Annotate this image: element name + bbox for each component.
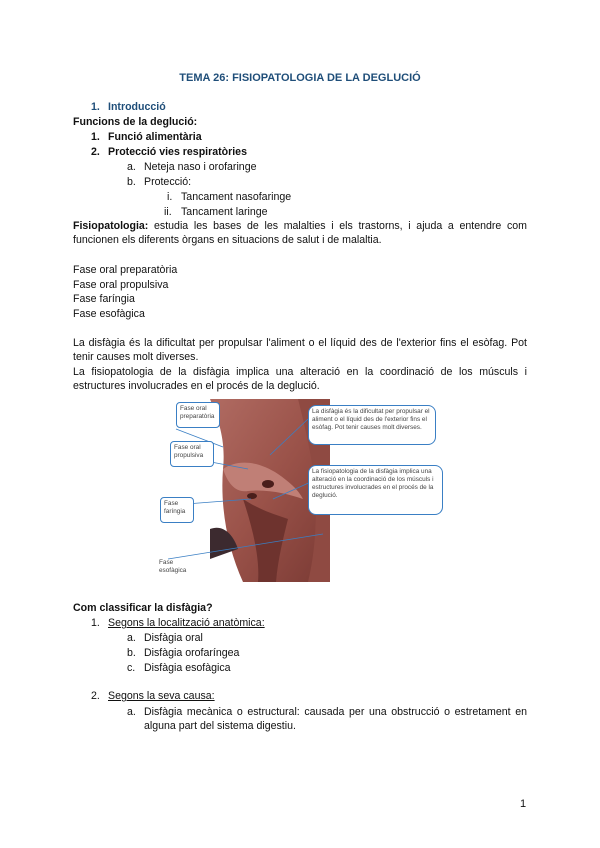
fisiopatologia-text: estudia les bases de les malalties i els trastorns, i ajuda a entendre com funcionen els diferents òrgans en situacions de salut i de malaltia. — [73, 220, 527, 247]
page-number: 1 — [520, 798, 527, 810]
disfagia-definition: La disfàgia és la dificultat per propulsar l'aliment o el líquid des de l'exterior fins el esòfag. Pot tenir causes molt diverses. — [73, 337, 527, 364]
label-fase-oral-preparatoria: Fase oral preparatòria — [176, 402, 220, 428]
list-item: Protecció: — [144, 176, 192, 188]
callout-disfagia-fisiopatologia: La fisiopatologia de la disfàgia implica una alteració en la coordinació de los músculs i estructures involucrades en el procés de la deglució. — [308, 465, 443, 515]
list-item: Disfàgia orofaríngea — [144, 647, 240, 659]
list-roman: ii. — [164, 206, 172, 218]
list-item: Protecció vies respiratòries — [108, 146, 247, 158]
list-item: Tancament nasofaringe — [181, 191, 292, 203]
page-title: TEMA 26: FISIOPATOLOGIA DE LA DEGLUCIÓ — [179, 72, 421, 84]
callout-disfagia-definition: La disfàgia és la dificultat per propulsar el aliment o el líquid des de l'exterior fins el esòfag. Pot tenir causes molt diverses. — [308, 405, 436, 445]
section-number: 1. — [91, 101, 100, 113]
list-item: Funció alimentària — [108, 131, 202, 143]
list-letter: a. — [127, 706, 136, 718]
fase-item: Fase faríngia — [73, 293, 135, 305]
list-item: Disfàgia mecànica o estructural: causada per una obstrucció o estretament en alguna part del sistema digestiu. — [144, 706, 527, 733]
list-item: Neteja naso i orofaringe — [144, 161, 257, 173]
fase-item: Fase oral propulsiva — [73, 279, 169, 291]
classify-group-heading: Segons la seva causa: — [108, 690, 215, 702]
disfagia-fisiopatologia: La fisiopatologia de la disfàgia implica una alteració en la coordinació de los músculs i estructures involucrades en el procés de la deglució. — [73, 366, 527, 393]
list-item: Tancament laringe — [181, 206, 268, 218]
section-heading: Introducció — [108, 101, 166, 113]
label-fase-esofagica: Fase esofàgica — [159, 559, 187, 574]
classify-group-heading: Segons la localització anatòmica: — [108, 617, 265, 629]
list-letter: a. — [127, 632, 136, 644]
fase-item: Fase oral preparatòria — [73, 264, 178, 276]
list-letter: b. — [127, 647, 136, 659]
classify-heading: Com classificar la disfàgia? — [73, 602, 213, 614]
list-item: Disfàgia esofàgica — [144, 662, 231, 674]
list-number: 1. — [91, 617, 100, 629]
list-number: 2. — [91, 690, 100, 702]
list-letter: b. — [127, 176, 136, 188]
list-letter: a. — [127, 161, 136, 173]
list-item: Disfàgia oral — [144, 632, 203, 644]
label-fase-oral-propulsiva: Fase oral propulsiva — [170, 441, 214, 467]
funcions-heading: Funcions de la deglució: — [73, 116, 198, 128]
deglutition-figure — [148, 399, 443, 582]
label-fase-faringia: Fase faríngia — [160, 497, 194, 523]
list-number: 1. — [91, 131, 100, 143]
fase-item: Fase esofàgica — [73, 308, 145, 320]
list-number: 2. — [91, 146, 100, 158]
list-roman: i. — [167, 191, 173, 203]
fisiopatologia-paragraph — [73, 219, 527, 248]
fisiopatologia-term: Fisiopatologia: — [73, 220, 149, 232]
list-letter: c. — [127, 662, 136, 674]
